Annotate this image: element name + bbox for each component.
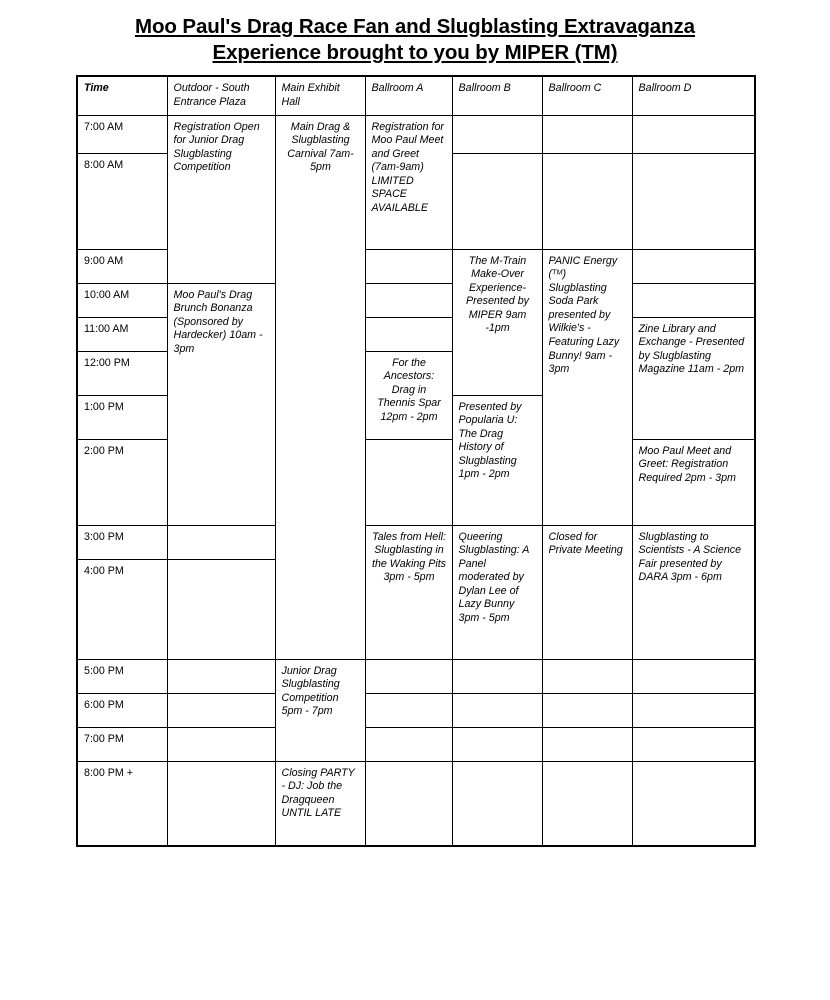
empty-cell [542,659,632,693]
column-header-ballroom-c: Ballroom C [542,76,632,115]
event-main-junior-competition: Junior Drag Slugblasting Competition 5pm - 7pm [275,659,365,761]
table-header [77,76,755,115]
empty-cell [452,761,542,846]
empty-cell [365,439,452,525]
time-label-9am: 9:00 AM [77,249,167,283]
empty-cell [167,693,275,727]
empty-cell [167,727,275,761]
empty-cell [452,115,542,153]
time-label-2pm: 2:00 PM [77,439,167,525]
event-ballroom-c-panic-energy: PANIC Energy (™) Slugblasting Soda Park presented by Wilkie's - Featuring Lazy Bunny! 9am - 3pm [542,249,632,525]
event-ballroom-d-science-fair: Slugblasting to Scientists - A Science Fair presented by DARA 3pm - 6pm [632,525,755,659]
empty-cell [632,283,755,317]
time-label-8pm-plus: 8:00 PM + [77,761,167,846]
event-ballroom-b-mtrain: The M-Train Make-Over Experience- Presented by MIPER 9am -1pm [452,249,542,395]
empty-cell [167,659,275,693]
title-line-2: Experience brought to you by MIPER (TM) [212,41,618,64]
empty-cell [542,115,632,153]
time-label-8am: 8:00 AM [77,153,167,249]
schedule-table-container [76,66,754,847]
table-row [77,693,755,727]
empty-cell [542,761,632,846]
empty-cell [365,761,452,846]
event-ballroom-c-closed: Closed for Private Meeting [542,525,632,659]
event-ballroom-a-tales-from-hell: Tales from Hell: Slugblasting in the Waking Pits 3pm - 5pm [365,525,452,659]
header-row [77,76,755,115]
time-label-3pm: 3:00 PM [77,525,167,559]
time-label-5pm: 5:00 PM [77,659,167,693]
empty-cell [365,249,452,283]
empty-cell [365,283,452,317]
empty-cell [452,727,542,761]
column-header-time: Time [77,76,167,115]
schedule-table [76,75,756,847]
event-ballroom-b-queering: Queering Slugblasting: A Panel moderated by Dylan Lee of Lazy Bunny 3pm - 5pm [452,525,542,659]
time-label-4pm: 4:00 PM [77,559,167,659]
empty-cell [632,153,755,249]
empty-cell [167,525,275,559]
column-header-ballroom-a: Ballroom A [365,76,452,115]
empty-cell [542,727,632,761]
empty-cell [632,693,755,727]
column-header-main-exhibit-hall: Main Exhibit Hall [275,76,365,115]
trademark-symbol: TM [552,267,563,277]
event-ballroom-a-registration: Registration for Moo Paul Meet and Greet (7am-9am) LIMITED SPACE AVAILABLE [365,115,452,249]
empty-cell [452,659,542,693]
column-header-ballroom-b: Ballroom B [452,76,542,115]
event-ballroom-a-ancestors: For the Ancestors: Drag in Thennis Spar 12pm - 2pm [365,351,452,439]
title-line-1: Moo Paul's Drag Race Fan and Slugblasting Extravaganza [135,15,695,38]
table-row [77,727,755,761]
empty-cell [452,693,542,727]
empty-cell [542,153,632,249]
empty-cell [365,317,452,351]
time-label-7pm: 7:00 PM [77,727,167,761]
empty-cell [632,727,755,761]
empty-cell [167,761,275,846]
empty-cell [632,249,755,283]
event-outdoor-registration: Registration Open for Junior Drag Slugblasting Competition [167,115,275,283]
time-label-6pm: 6:00 PM [77,693,167,727]
event-ballroom-d-meet-greet: Moo Paul Meet and Greet: Registration Required 2pm - 3pm [632,439,755,525]
table-row [77,283,755,317]
empty-cell [632,761,755,846]
time-label-12pm: 12:00 PM [77,351,167,395]
column-header-outdoor-south-entrance-plaza: Outdoor - South Entrance Plaza [167,76,275,115]
table-row [77,115,755,153]
empty-cell [365,693,452,727]
empty-cell [632,115,755,153]
time-label-7am: 7:00 AM [77,115,167,153]
time-label-11am: 11:00 AM [77,317,167,351]
empty-cell [632,659,755,693]
document-title [0,0,830,66]
empty-cell [167,559,275,659]
event-ballroom-d-zine-library: Zine Library and Exchange - Presented by Slugblasting Magazine 11am - 2pm [632,317,755,439]
empty-cell [365,727,452,761]
empty-cell [365,659,452,693]
table-row [77,525,755,559]
table-row [77,659,755,693]
table-body [77,115,755,846]
event-outdoor-brunch: Moo Paul's Drag Brunch Bonanza (Sponsored by Hardecker) 10am - 3pm [167,283,275,525]
event-main-closing-party: Closing PARTY - DJ: Job the Dragqueen UNTIL LATE [275,761,365,846]
column-header-ballroom-d: Ballroom D [632,76,755,115]
empty-cell [542,693,632,727]
empty-cell [452,153,542,249]
event-ballroom-b-popularia: Presented by Popularia U: The Drag History of Slugblasting 1pm - 2pm [452,395,542,525]
table-row [77,761,755,846]
event-main-carnival: Main Drag & Slugblasting Carnival 7am-5pm [275,115,365,659]
time-label-10am: 10:00 AM [77,283,167,317]
time-label-1pm: 1:00 PM [77,395,167,439]
